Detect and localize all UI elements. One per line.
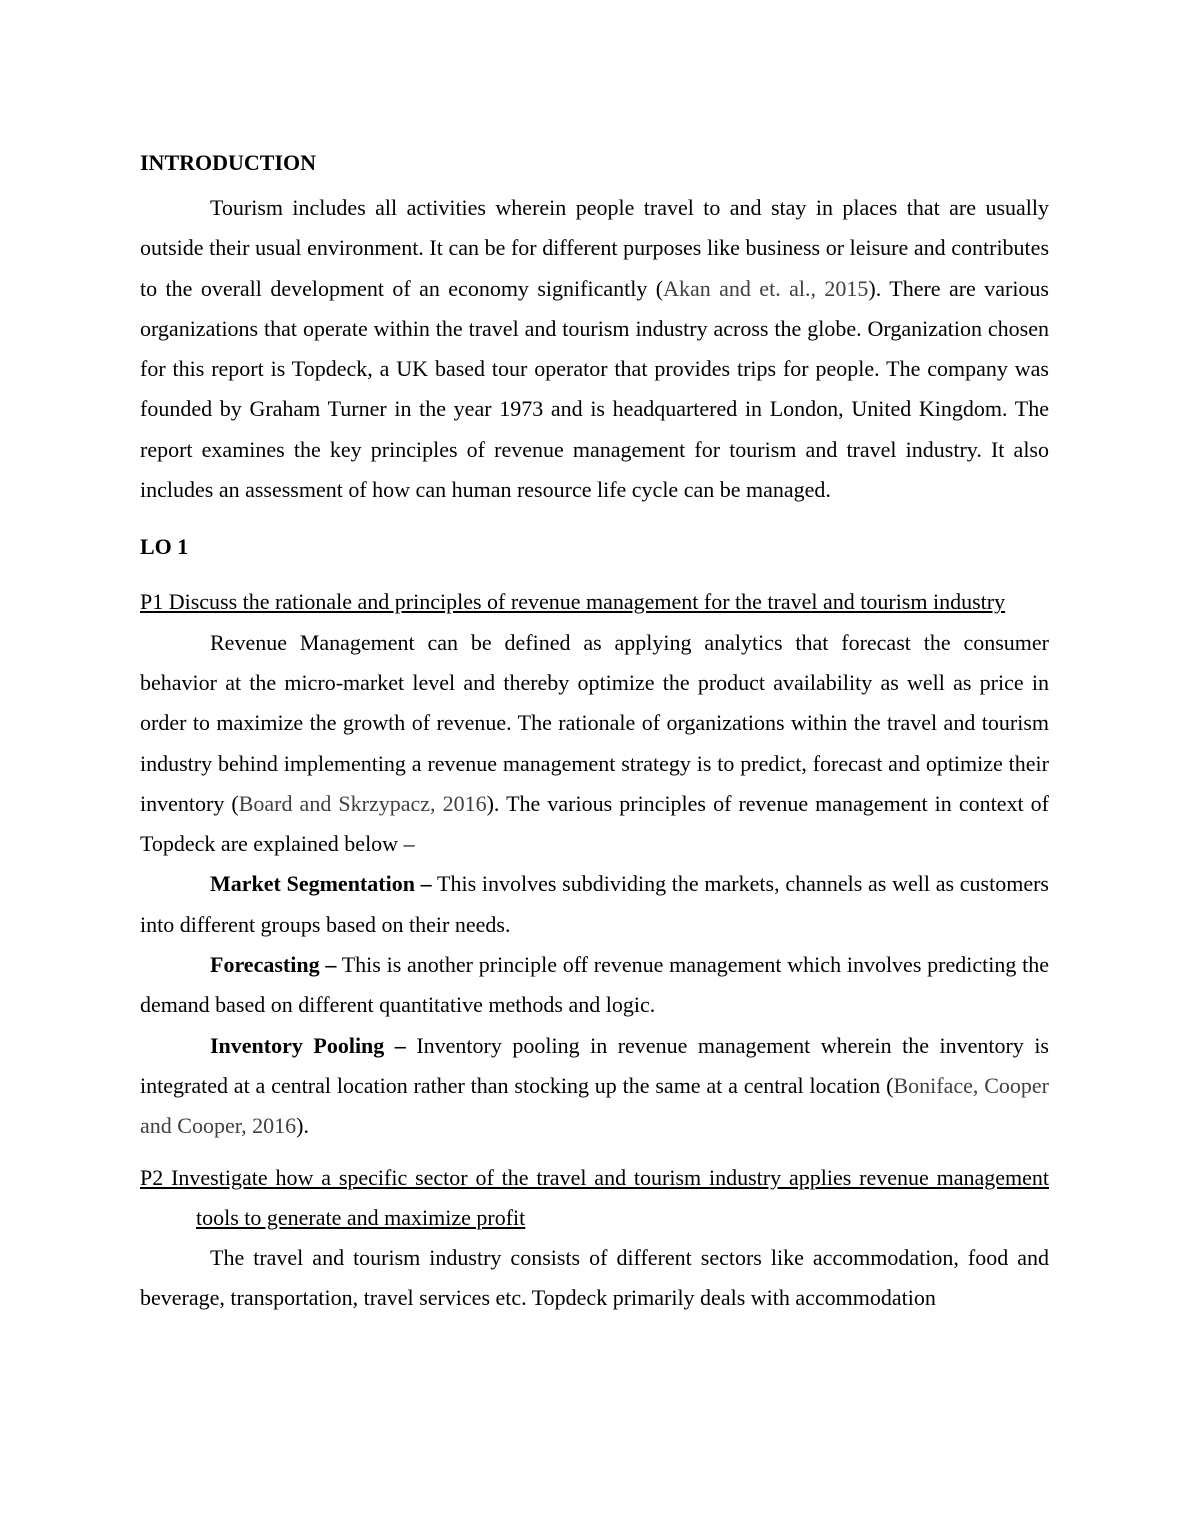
citation-boniface: Boniface, Cooper and Cooper, 2016: [140, 1072, 1050, 1139]
sectors-paragraph: The travel and tourism industry consists of different sectors like accommodation, food and beverage, transportation, travel services etc. Topdeck primarily deals with accommodation: [140, 1245, 1049, 1311]
intro-text-part-2: ). There are various organizations that operate within the travel and tourism industry across the globe. Organization chosen for this report is Topdeck, a UK based tour operator that provides trips for people. The company was founded by Graham Turner in the year 1973 and is headquartered in London, United Kingdom. The report examines the key principles of revenue management for tourism and travel industry. It also includes an assessment of how can human resource life cycle can be managed.: [140, 275, 1049, 503]
market-segmentation-text: This involves subdividing the markets, channels as well as customers into different groups based on their needs.: [140, 871, 1049, 937]
inventory-pooling-text: Inventory pooling in revenue management wherein the inventory is integrated at a central location rather than stocking up the same at a central location (: [140, 1032, 1049, 1098]
inventory-pooling-term: Inventory Pooling –: [210, 1032, 406, 1058]
introduction-heading: INTRODUCTION: [140, 150, 317, 175]
inventory-pooling-paragraph: [140, 1026, 1049, 1147]
forecasting-text: This is another principle off revenue management which involves predicting the demand based on different quantitative methods and logic.: [140, 952, 1049, 1018]
revenue-management-paragraph: [140, 623, 1049, 865]
forecasting-term: Forecasting –: [210, 952, 337, 978]
p1-subheading: P1 Discuss the rationale and principles of revenue management for the travel and tourism industry: [140, 589, 1006, 615]
p2-subheading: P2 Investigate how a specific sector of the travel and tourism industry applies revenue management tools to generate and maximize profit: [140, 1164, 1049, 1230]
inventory-pooling-end: ).: [296, 1113, 309, 1139]
introduction-paragraph: [140, 188, 1049, 510]
market-segmentation-term: Market Segmentation –: [210, 871, 432, 897]
citation-akan: Akan and et. al., 2015: [663, 275, 869, 301]
rm-text-part-2: ). The various principles of revenue management in context of Topdeck are explained below –: [140, 790, 1049, 857]
citation-board: Board and Skrzypacz, 2016: [238, 790, 487, 816]
intro-text-part-1: Tourism includes all activities wherein people travel to and stay in places that are usually outside their usual environment. It can be for different purposes like business or leisure and contributes to the overall development of an economy significantly (: [140, 195, 1049, 301]
forecasting-paragraph: [140, 945, 1049, 1026]
rm-text-part-1: Revenue Management can be defined as applying analytics that forecast the consumer behavior at the micro-market level and thereby optimize the product availability as well as price in order to maximize the growth of revenue. The rationale of organizations within the travel and tourism industry behind implementing a revenue management strategy is to predict, forecast and optimize their inventory (: [140, 629, 1049, 816]
market-segmentation-paragraph: [140, 864, 1049, 945]
lo1-heading: LO 1: [140, 534, 189, 560]
